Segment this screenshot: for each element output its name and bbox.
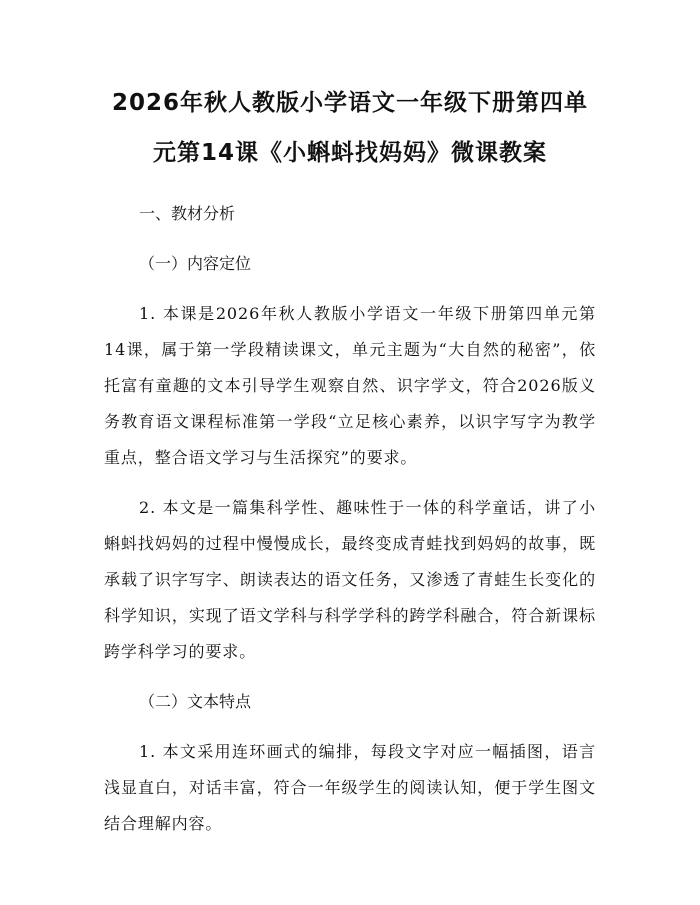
paragraph-content-positioning-1: 1. 本课是2026年秋人教版小学语文一年级下册第四单元第14课，属于第一学段精读课文，单元主题为“大自然的秘密”，依托富有童趣的文本引导学生观察自然、识字学文，符合2026版义务教育语文课程标准第一学段“立足核心素养，以识字写字为教学重点，整合语文学习与生活探究”的要求。 <box>104 304 596 467</box>
paragraph-text-features-1: 1. 本文采用连环画式的编排，每段文字对应一幅插图，语言浅显直白，对话丰富，符合一年级学生的阅读认知，便于学生图文结合理解内容。 <box>104 742 596 833</box>
paragraph-content-positioning-2: 2. 本文是一篇集科学性、趣味性于一体的科学童话，讲了小蝌蚪找妈妈的过程中慢慢成长，最终变成青蛙找到妈妈的故事，既承载了识字写字、朗读表达的语文任务，又渗透了青蛙生长变化的科学知识，实现了语文学科与科学学科的跨学科融合，符合新课标跨学科学习的要求。 <box>104 498 596 661</box>
subsection-heading-content-positioning: （一）内容定位 <box>139 254 252 273</box>
section-heading-textbook-analysis: 一、教材分析 <box>139 204 236 223</box>
document-title <box>104 78 596 178</box>
subsection-heading-text-features: （二）文本特点 <box>139 692 252 711</box>
title-line-1: 2026年秋人教版小学语文一年级下册第四单 <box>111 90 588 116</box>
title-line-2: 元第14课《小蝌蚪找妈妈》微课教案 <box>152 140 547 166</box>
